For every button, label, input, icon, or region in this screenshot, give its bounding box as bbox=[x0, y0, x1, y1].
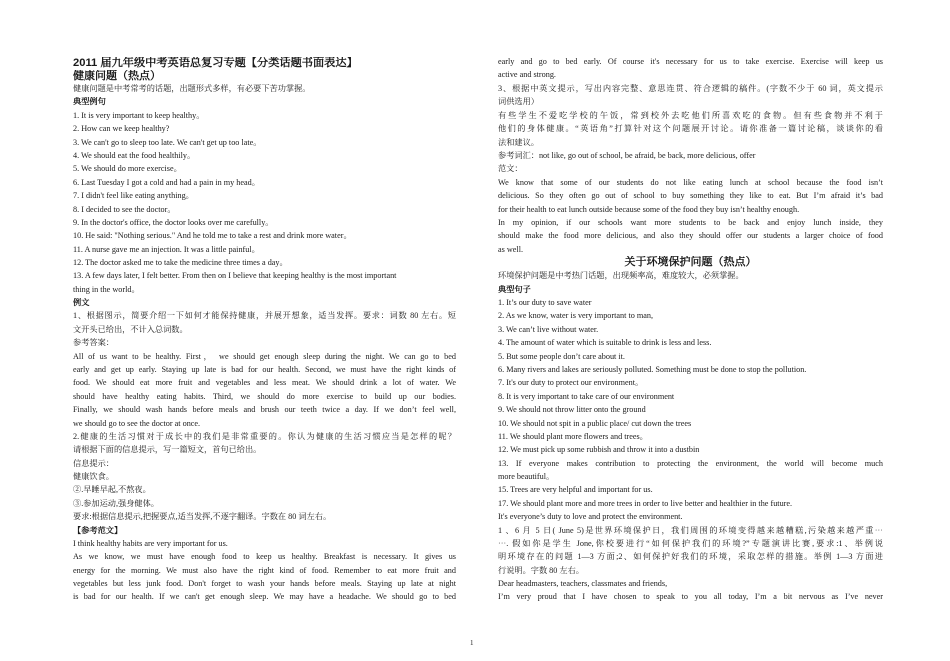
text-line: 1. It is very important to keep healthy。 bbox=[73, 111, 205, 120]
text-line: should make the food more delicious, and also they should offer our students a larger choice of food bbox=[498, 231, 883, 240]
text-line: 9. We should not throw litter onto the ground bbox=[498, 405, 646, 414]
text-line: 9. In the doctor's office, the doctor looks over me carefully。 bbox=[73, 218, 274, 227]
text-line: 典型例句 bbox=[73, 97, 106, 106]
text-line: I think healthy habits are very important for us. bbox=[73, 539, 228, 548]
text-line: 文开头已给出，不计入总词数。 bbox=[73, 325, 188, 334]
text-line: 5. We should do more exercise。 bbox=[73, 164, 182, 173]
text-line: 4. We should eat the food healthily。 bbox=[73, 151, 196, 160]
text-line: It's everyone’s duty to love and protect the environment. bbox=[498, 512, 683, 521]
text-line: more beautiful。 bbox=[498, 472, 555, 481]
text-line: 环境保护问题是中考热门话题，出现频率高，难度较大，必须掌握。 bbox=[498, 271, 744, 280]
text-line: 健康饮食。 bbox=[73, 472, 114, 481]
text-line: 13. If everyone makes contribution to protecting the environment, the world will become much bbox=[498, 459, 883, 468]
text-line: 要求:根据信息提示,把握要点,适当发挥,不逐字翻译。字数在 80 词左右。 bbox=[73, 512, 332, 521]
text-line: 典型句子 bbox=[498, 285, 531, 294]
text-line: 请根据下面的信息提示，写一篇短文，首句已给出。 bbox=[73, 445, 262, 454]
text-line: ③.参加运动,强身健体。 bbox=[73, 499, 159, 508]
text-line: 3、根据中英文提示，写出内容完整、意思连贯、符合逻辑的稿件。(字数不少于 60 词，英文提示 bbox=[498, 84, 883, 93]
page-number: 1 bbox=[470, 639, 474, 647]
text-line: 7. It's our duty to protect our environment。 bbox=[498, 378, 644, 387]
text-line: energy for the morning. We must also have the right kind of food. Remember to eat more fruit and bbox=[73, 566, 456, 575]
text-line: vegetables but less junk food. Don't forget to wash your hands before meals. Staying up late at night bbox=[73, 579, 456, 588]
text-line: 参考答案： bbox=[73, 338, 114, 347]
text-line: In my opinion, if our schools want more students to be back and enjoy lunch inside, they bbox=[498, 218, 883, 227]
text-line: 13. A few days later, I felt better. From then on I believe that keeping healthy is the most important bbox=[73, 271, 397, 280]
text-line: 6. Many rivers and lakes are seriously polluted. Something must be done to stop the pollution. bbox=[498, 365, 807, 374]
text-line: I’m very proud that I have chosen to speak to you all today, I’m a bit nervous as I’ve never bbox=[498, 592, 883, 601]
text-line: 例文 bbox=[73, 298, 90, 307]
text-line: 【参考范文】 bbox=[73, 526, 123, 535]
text-line: 11. A nurse gave me an injection. It was a little painful。 bbox=[73, 245, 260, 254]
text-line: 8. It is very important to take care of our environment bbox=[498, 392, 675, 401]
text-line: should have healthy eating habits. Third, we should do more exercise to build up our bodies. bbox=[73, 392, 456, 401]
text-line: Finally, we should wash hands before meals and brush our teeth twice a day. If we don’t feel well, bbox=[73, 405, 456, 414]
text-line: 3. We can’t live without water. bbox=[498, 325, 599, 334]
text-line: 法和建议。 bbox=[498, 138, 539, 147]
text-line: 1、根据图示，简要介绍一下如何才能保持健康，并展开想象，适当发挥。要求：词数 80 左右。短 bbox=[73, 311, 456, 320]
text-line: 7. I didn't feel like eating anything。 bbox=[73, 191, 194, 200]
text-line: 12. The doctor asked me to take the medicine three times a day。 bbox=[73, 258, 288, 267]
text-line: Dear headmasters, teachers, classmates and friends, bbox=[498, 579, 668, 588]
text-line: food. We should eat more fruit and vegetables and less meat. We should drink a lot of water. We bbox=[73, 378, 456, 387]
text-line: ⋯. 假如你是学生 Jone,你校要进行“如何保护我们的环境?”专题演讲比赛,要求:1、举例说 bbox=[498, 539, 883, 548]
text-line: 17. We should plant more and more trees in order to live better and healthier in the future. bbox=[498, 499, 793, 508]
text-line: 参考词汇：not like, go out of school, be afraid, be back, more delicious, offer bbox=[498, 151, 756, 160]
text-line: delicious. So they often go out of school to buy something they like to eat. But I’m afraid it’s bad bbox=[498, 191, 883, 200]
text-line: 行说明。字数 80 左右。 bbox=[498, 566, 584, 575]
text-line: 明环境存在的问题 1—3 方面;2、如何保护好我们的环境，采取怎样的措施。举例 1—3 方面进 bbox=[498, 552, 883, 561]
text-line: 2. As we know, water is very important to man, bbox=[498, 311, 654, 320]
text-line: thing in the world。 bbox=[73, 285, 140, 294]
text-line: we should go to see the doctor at once. bbox=[73, 419, 201, 428]
text-line: 3. We can't go to sleep too late. We can't get up too late。 bbox=[73, 138, 262, 147]
text-line: 8. I decided to see the doctor。 bbox=[73, 205, 176, 214]
text-line: 11. We should plant more flowers and trees。 bbox=[498, 432, 648, 441]
text-line: 12. We must pick up some rubbish and throw it into a dustbin bbox=[498, 445, 700, 454]
text-line: 2011 届九年级中考英语总复习专题【分类话题书面表达】 bbox=[73, 57, 358, 69]
text-line: 他们的身体健康。“英语角”打算针对这个问题展开讨论。请你准备一篇讨论稿，谈谈你的看 bbox=[498, 124, 883, 133]
text-line: All of us want to be healthy. First， we should get enough sleep during the night. We can go to bed bbox=[73, 352, 456, 361]
text-line: early and go to bed early. Of course it's necessary for us to take exercise. Exercise will keep us bbox=[498, 57, 883, 66]
text-line: 10. He said: "Nothing serious." And he told me to take a rest and drink more water。 bbox=[73, 231, 352, 240]
text-line: for their health to eat lunch outside because some of the food they buy isn’t healthy enough. bbox=[498, 205, 800, 214]
text-line: ②.早睡早起,不熬夜。 bbox=[73, 485, 151, 494]
text-line: active and strong. bbox=[498, 70, 556, 79]
text-line: 10. We should not spit in a public place/ cut down the trees bbox=[498, 419, 692, 428]
text-line: 有些学生不爱吃学校的午饭，常到校外去吃他们所喜欢吃的食物。但有些食物并不利于 bbox=[498, 111, 883, 120]
text-line: 2.健康的生活习惯对于成长中的我们是非常重要的。你认为健康的生活习惯应当是怎样的呢？ bbox=[73, 432, 456, 441]
text-line: 2. How can we keep healthy? bbox=[73, 124, 170, 133]
text-line: 信息提示： bbox=[73, 459, 114, 468]
text-line: is bad for our health. If we can't get enough sleep. We may have a headache. We should go to bed bbox=[73, 592, 456, 601]
text-line: 5. But some people don’t care about it. bbox=[498, 352, 625, 361]
text-line: 15. Trees are very helpful and important for us. bbox=[498, 485, 653, 494]
text-line: 6. Last Tuesday I got a cold and had a pain in my head。 bbox=[73, 178, 260, 187]
text-line: As we know, we must have enough food to keep us healthy. Breakfast is necessary. It gives us bbox=[73, 552, 456, 561]
text-line: 健康问题（热点） bbox=[73, 70, 161, 82]
text-line: 关于环境保护问题（热点） bbox=[624, 256, 757, 268]
text-line: as well. bbox=[498, 245, 524, 254]
text-line: 1. It’s our duty to save water bbox=[498, 298, 592, 307]
text-line: early and get up early. Staying up late is bad for our health. Second, we must have the right kinds of bbox=[73, 365, 456, 374]
text-line: We know that some of our students do not like eating lunch at school because the food isn’t bbox=[498, 178, 883, 187]
text-line: 4. The amount of water which is suitable to drink is less and less. bbox=[498, 338, 712, 347]
text-line: 1 、6 月 5 日( June 5)是世界环境保护日，我们周围的环境变得越来越糟糕,污染越来越严重⋯ bbox=[498, 526, 883, 535]
text-line: 健康问题是中考常考的话题，出题形式多样，有必要下苦功掌握。 bbox=[73, 84, 311, 93]
text-line: 词供选用） bbox=[498, 97, 539, 106]
text-line: 范文： bbox=[498, 164, 523, 173]
